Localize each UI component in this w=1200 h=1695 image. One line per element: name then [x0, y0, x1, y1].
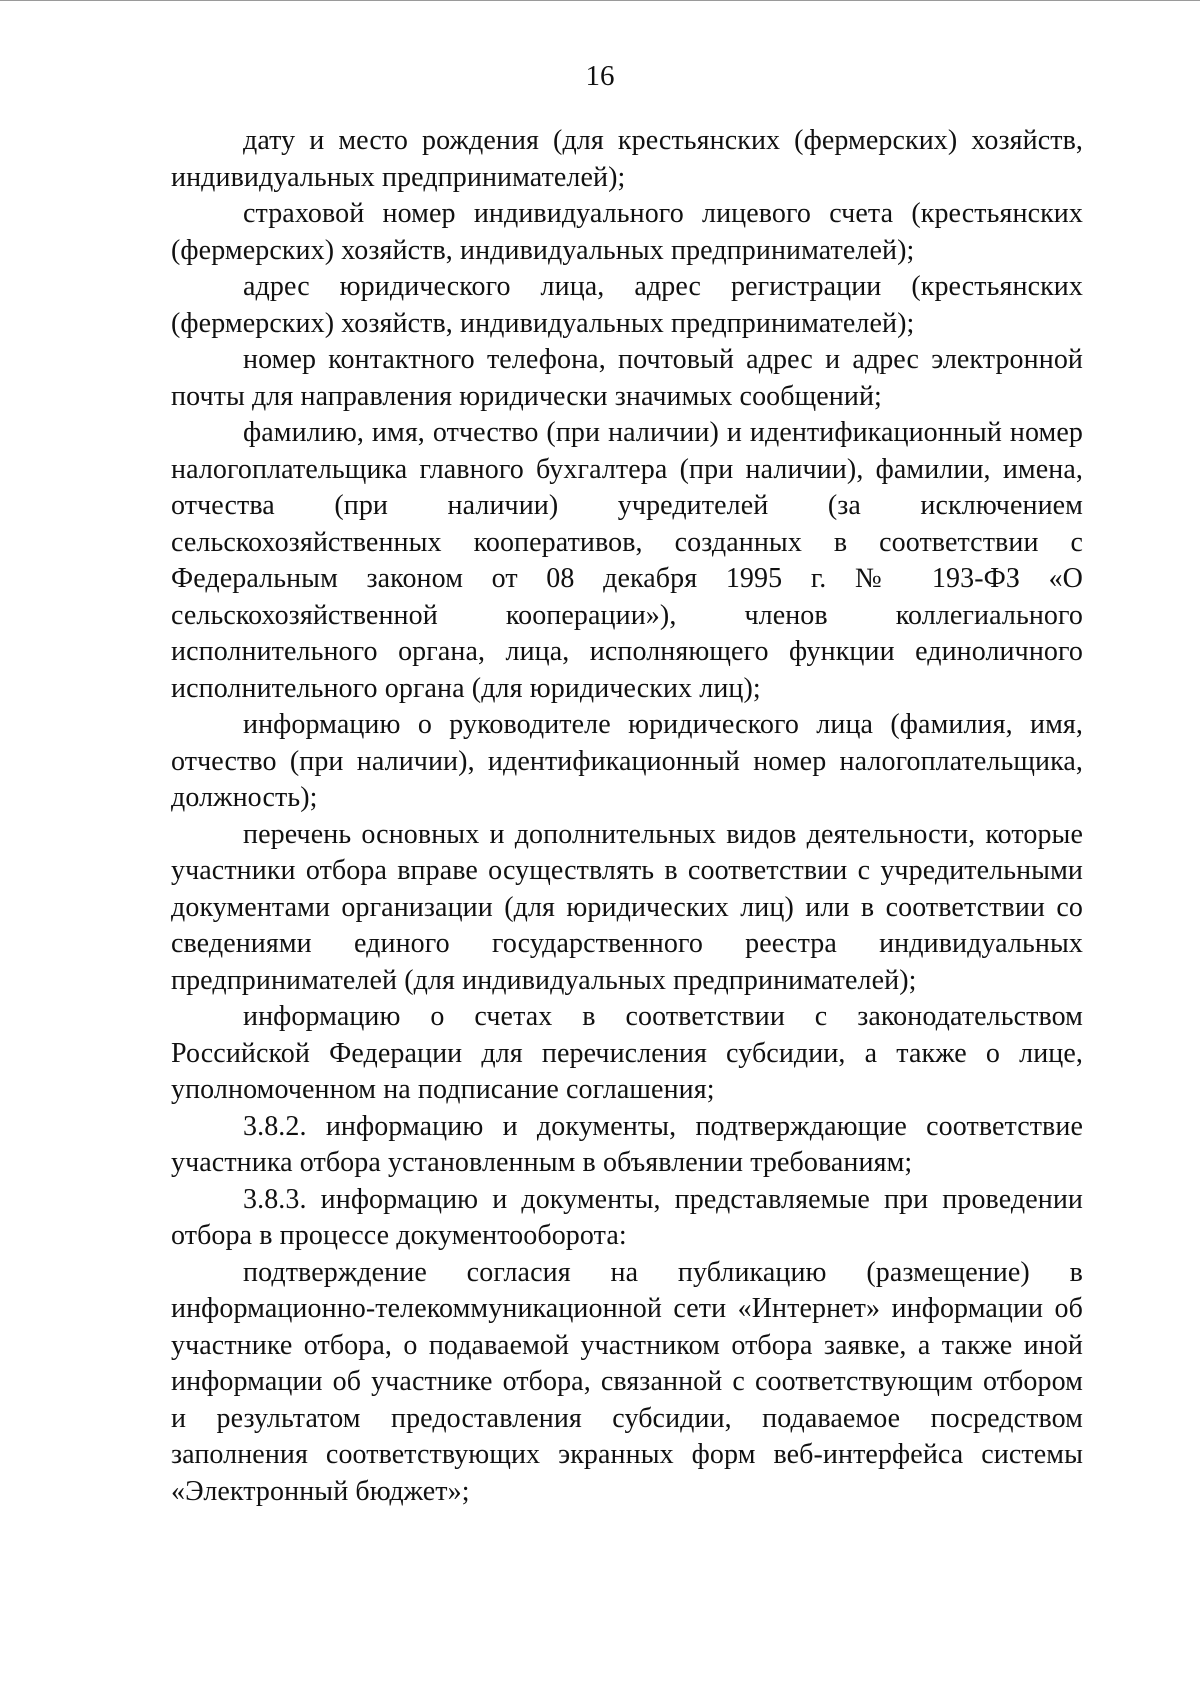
paragraph-founders: фамилию, имя, отчество (при наличии) и идентификационный номер налогоплательщика главного бухгалтера (при наличии), фамилии, имена, отчества (при наличии) учредителей (за исключением сельскохозяйственных кооперативов, созданных в соответствии с Федеральным законом от 08 декабря 1995 г. № 193-ФЗ «О сельскохозяйственной кооперации»), членов коллегиального исполнительного органа, лица, исполняющего функции единоличного исполнительного органа (для юридических лиц); — [171, 417, 1083, 704]
paragraph-activities: перечень основных и дополнительных видов деятельности, которые участники отбора вправе осуществлять в соответствии с учредительными документами организации (для юридических лиц) или в соответствии со сведениями единого государственного реестра индивидуальных предпринимателей (для индивидуальных предпринимателей); — [171, 818, 1083, 996]
scan-edge — [0, 0, 1200, 1]
paragraph-consent: подтверждение согласия на публикацию (размещение) в информационно-телекоммуникационной сети «Интернет» информации об участнике отбора, о подаваемой участником отбора заявке, а также иной информации об участнике отбора, связанной с соответствующим отбором и результатом предоставления субсидии, подаваемое посредством заполнения соответствующих экранных форм веб-интерфейса системы «Электронный бюджет»; — [171, 1256, 1083, 1507]
paragraph-3-8-3: 3.8.3. информацию и документы, представляемые при проведении отбора в процессе документооборота: — [171, 1183, 1083, 1251]
page-number: 16 — [585, 60, 615, 92]
paragraph-address: адрес юридического лица, адрес регистрации (крестьянских (фермерских) хозяйств, индивидуальных предпринимателей); — [171, 271, 1083, 339]
paragraph-director-info: информацию о руководителе юридического лица (фамилия, имя, отчество (при наличии), идентификационный номер налогоплательщика, должность); — [171, 709, 1083, 813]
paragraph-3-8-2: 3.8.2. информацию и документы, подтверждающие соответствие участника отбора установленным в объявлении требованиям; — [171, 1110, 1083, 1178]
document-body — [171, 123, 1083, 1510]
paragraph-contacts: номер контактного телефона, почтовый адрес и адрес электронной почты для направления юридически значимых сообщений; — [171, 344, 1083, 412]
paragraph-insurance-number: страховой номер индивидуального лицевого счета (крестьянских (фермерских) хозяйств, индивидуальных предпринимателей); — [171, 198, 1083, 266]
paragraph-birth-date: дату и место рождения (для крестьянских (фермерских) хозяйств, индивидуальных предпринимателей); — [171, 125, 1083, 193]
paragraph-accounts: информацию о счетах в соответствии с законодательством Российской Федерации для перечисления субсидии, а также о лице, уполномоченном на подписание соглашения; — [171, 1001, 1083, 1105]
